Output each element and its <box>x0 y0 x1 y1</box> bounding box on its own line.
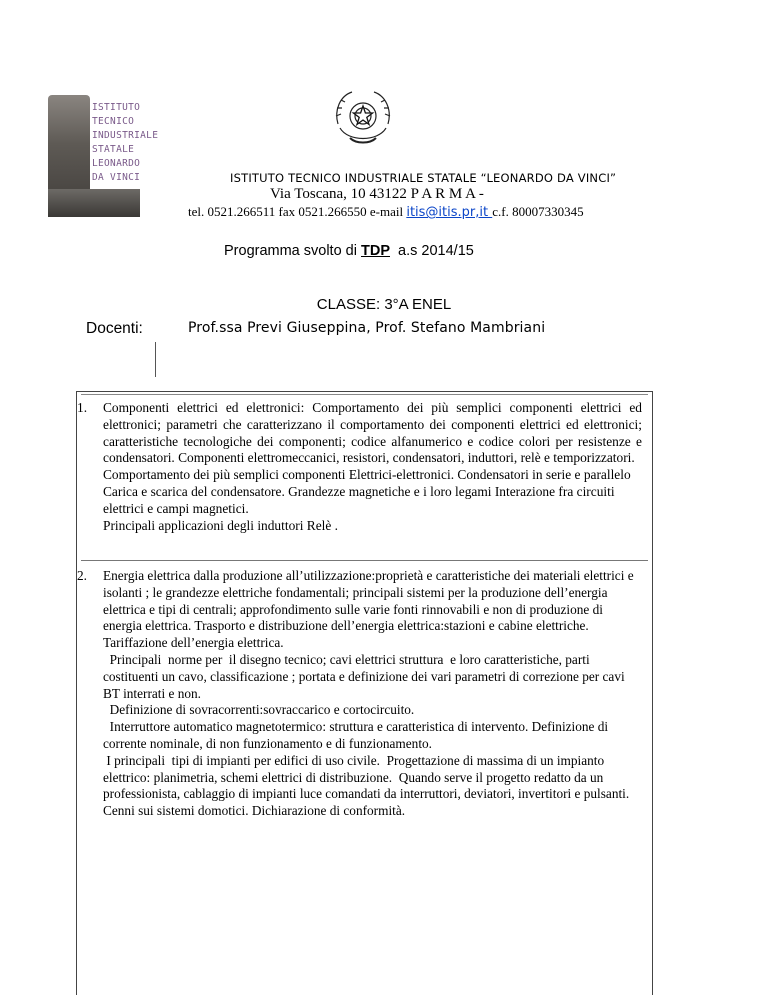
item-separator <box>81 560 648 561</box>
school-address: Via Toscana, 10 43122 P A R M A - <box>270 186 484 202</box>
item-paragraph: Componenti elettrici ed elettronici: Comportamento dei più semplici componenti elettrici ed elettronici; parametri che caratterizzano il comportamento dei componenti elettrici ed elettronici; caratteristiche tecnologiche dei componenti; codice alfanumerico e codice colori per resistenze e condensatori. Componenti elettromeccanici, resistori, condensatori, induttori, relè e temporizzatori. <box>103 400 642 466</box>
item-number: 2. <box>77 568 87 583</box>
email-link[interactable]: itis@itis.pr,it <box>406 205 493 220</box>
item-paragraph: Energia elettrica dalla produzione all’utilizzazione:proprietà e caratteristiche dei materiali elettrici e isolanti ; le grandezze elettriche fondamentali; principali sistemi per la produzione dell’energia elettrica e tipi di centrali; approfondimento sulle varie fonti rinnovabili e non di produzione di energia elettrica. Trasporto e distribuzione dell’energia elettrica:stazioni e cabine elettriche. Tariffazione dell’energia elettrica. <box>103 568 634 651</box>
item-paragraph: Principali norme per il disegno tecnico; cavi elettrici struttura e loro caratteristiche, parti costituenti un cavo, classificazione ; portata e definizione dei vari parametri di correzione per cavi BT interrati e non. <box>103 651 628 701</box>
program-item <box>77 568 652 820</box>
republic-emblem-icon <box>330 86 396 148</box>
program-title <box>224 243 474 259</box>
divider-line <box>155 342 156 377</box>
school-name: ISTITUTO TECNICO INDUSTRIALE STATALE “LEONARDO DA VINCI” <box>230 171 617 185</box>
teachers-names: Prof.ssa Previ Giuseppina, Prof. Stefano Mambriani <box>188 320 546 336</box>
program-item <box>77 400 652 534</box>
contact-phone-fax: tel. 0521.266511 fax 0521.266550 e-mail <box>188 204 407 219</box>
program-prefix: Programma svolto di <box>224 243 361 259</box>
class-title: CLASSE: 3°A ENEL <box>316 296 452 313</box>
item-paragraph: I principali tipi di impianti per edifici di uso civile. Progettazione di massima di un impianto elettrico: planimetria, schemi elettrici di distribuzione. Quando serve il progetto redatto da un professionista, cablaggio di impianti luce comandati da interruttori, deviatori, invertitori e pulsanti. Cenni sui sistemi domotici. Dichiarazione di conformità. <box>103 752 636 819</box>
item-paragraph: Definizione di sovracorrenti:sovraccarico e cortocircuito. <box>103 702 415 718</box>
program-content-box <box>76 391 653 995</box>
item-paragraph: Principali applicazioni degli induttori Relè . <box>103 517 339 533</box>
teachers-label: Docenti: <box>86 320 143 337</box>
item-number: 1. <box>77 400 88 415</box>
fiscal-code: c.f. 80007330345 <box>492 204 584 219</box>
logo-text: ISTITUTO TECNICO INDUSTRIALE STATALE LEONARDO DA VINCI <box>92 102 159 183</box>
item-paragraph: Interruttore automatico magnetotermico: struttura e caratteristica di intervento. Definizione di corrente nominale, di non funzionamento e di funzionamento. <box>103 719 612 751</box>
contact-line <box>188 204 768 220</box>
program-year: a.s 2014/15 <box>390 243 474 259</box>
program-subject: TDP <box>361 243 390 259</box>
item-paragraph: Comportamento dei più semplici componenti Elettrici-elettronici. Condensatori in serie e parallelo Carica e scarica del condensatore. Grandezze magnetiche e i loro legami Interazione fra circuiti elettrici e campi magnetici. <box>103 467 631 516</box>
box-top-border <box>81 394 648 395</box>
statue-base-image <box>48 189 140 217</box>
school-logo <box>48 95 178 217</box>
